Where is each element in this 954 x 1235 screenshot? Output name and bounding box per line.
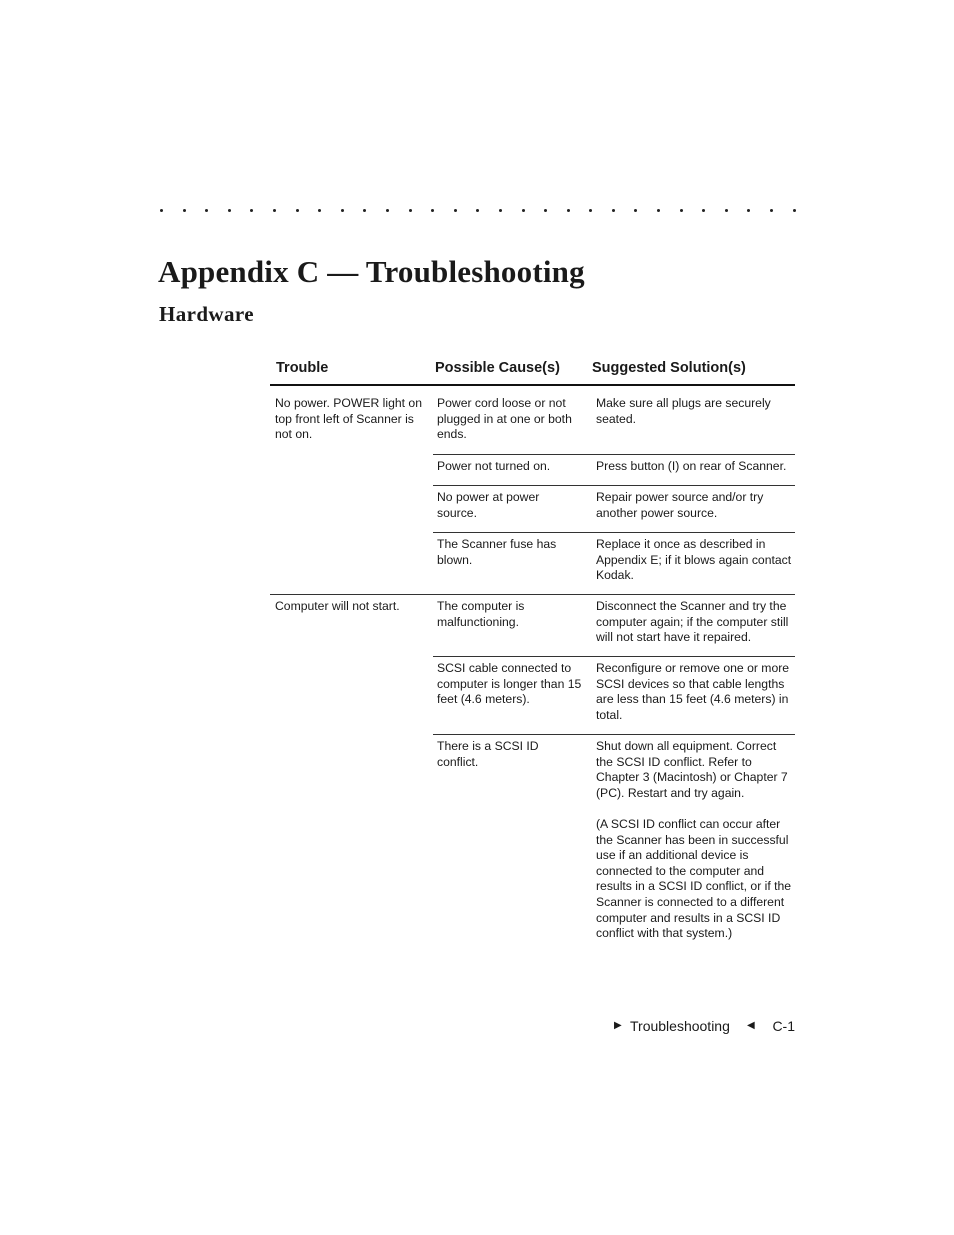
row-divider [433,454,795,455]
column-header-solution: Suggested Solution(s) [592,360,746,376]
solution-cell: Shut down all equipment. Correct the SCSI ID conflict. Refer to Chapter 3 (Macintosh) or Chapter 7 (PC). Restart and try again. [596,739,788,800]
solution-note: (A SCSI ID conflict can occur after the Scanner has been in successful use if an additional device is connected to the computer and results in a SCSI ID conflict, or if the Scanner is connected to a different computer and results in a SCSI ID conflict with that system.) [596,817,792,941]
dot [363,209,366,212]
header-rule [270,384,795,386]
solution-cell: Disconnect the Scanner and try the computer again; if the computer still will not start have it repaired. [596,599,789,645]
dotted-rule [160,200,796,220]
dot [250,209,253,212]
column-header-trouble: Trouble [276,360,329,376]
row-divider [433,656,795,657]
page-footer [612,1016,795,1036]
cause-cell: There is a SCSI ID conflict. [437,739,539,769]
trouble-cell: No power. POWER light on top front left of Scanner is not on. [275,396,422,442]
dot [634,209,637,212]
cause-cell: SCSI cable connected to computer is longer than 15 feet (4.6 meters). [437,661,582,707]
row-divider [433,532,795,533]
dot [386,209,389,212]
dot [205,209,208,212]
dot [160,209,163,212]
page-number: C-1 [772,1018,795,1034]
footer-section: Troubleshooting [630,1018,730,1034]
cause-cell: Power cord loose or not plugged in at one or both ends. [437,396,572,442]
dot [431,209,434,212]
solution-cell: Replace it once as described in Appendix E; if it blows again contact Kodak. [596,537,792,583]
dot [499,209,502,212]
dot [454,209,457,212]
dot [341,209,344,212]
dot [183,209,186,212]
solution-cell: Reconfigure or remove one or more SCSI devices so that cable lengths are less than 15 feet (4.6 meters) in total. [596,661,790,722]
dot [612,209,615,212]
page-title: Appendix C — Troubleshooting [158,254,585,289]
row-divider [433,485,795,486]
dot [725,209,728,212]
right-triangle-icon: ▶ [614,1020,622,1031]
cause-cell: The computer is malfunctioning. [437,599,525,629]
dot [589,209,592,212]
dot [657,209,660,212]
left-triangle-icon: ◀ [747,1020,755,1031]
solution-cell: Press button (I) on rear of Scanner. [596,459,787,473]
dot [680,209,683,212]
cause-cell: Power not turned on. [437,459,551,473]
column-header-cause: Possible Cause(s) [435,360,560,376]
row-divider [433,734,795,735]
section-title: Hardware [159,302,254,326]
dot [318,209,321,212]
dot [702,209,705,212]
dot [793,209,796,212]
dot [296,209,299,212]
dot [409,209,412,212]
dot [770,209,773,212]
dot [747,209,750,212]
cause-cell: No power at power source. [437,490,540,520]
dot [567,209,570,212]
dot [544,209,547,212]
group-divider [270,594,795,595]
cause-cell: The Scanner fuse has blown. [437,537,557,567]
trouble-cell: Computer will not start. [275,599,400,613]
dot [476,209,479,212]
dot [273,209,276,212]
solution-cell: Repair power source and/or try another power source. [596,490,764,520]
dot [228,209,231,212]
solution-cell: Make sure all plugs are securely seated. [596,396,771,426]
dot [522,209,525,212]
